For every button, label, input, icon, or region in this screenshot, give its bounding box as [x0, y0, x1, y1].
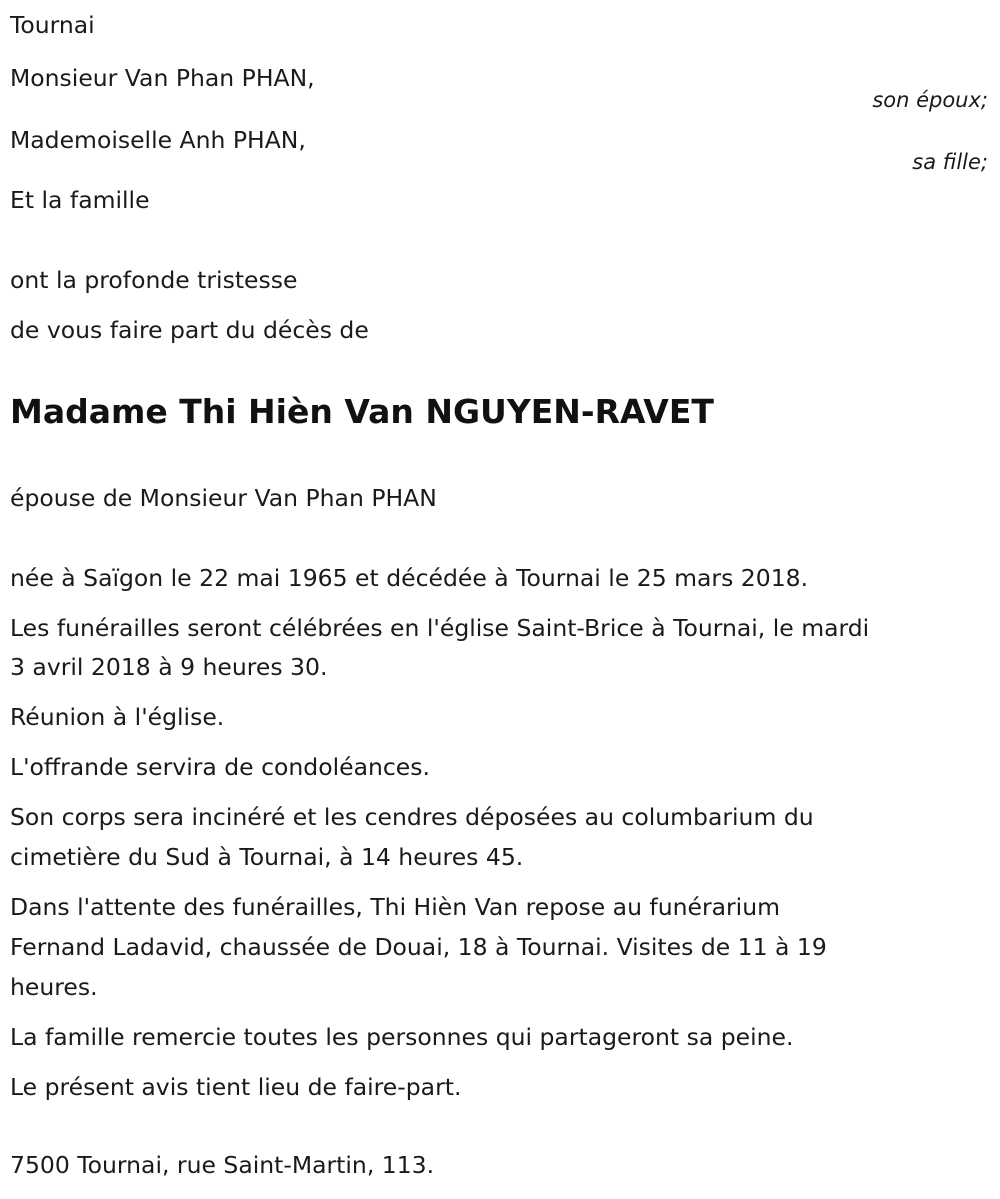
paragraph-line: La famille remercie toutes les personnes qui partageront sa peine.: [10, 1023, 794, 1051]
paragraph-line: Les funérailles seront célébrées en l'église Saint-Brice à Tournai, le mardi: [10, 614, 870, 642]
paragraph-line: L'offrande servira de condoléances.: [10, 753, 430, 781]
address: 7500 Tournai, rue Saint-Martin, 113.: [10, 1151, 435, 1179]
intro-line: ont la profonde tristesse: [10, 266, 298, 294]
paragraph-line: née à Saïgon le 22 mai 1965 et décédée à Tournai le 25 mars 2018.: [10, 564, 809, 592]
intro-line: de vous faire part du décès de: [10, 316, 369, 344]
paragraph-line: Dans l'attente des funérailles, Thi Hièn Van repose au funérarium: [10, 893, 780, 921]
paragraph-line: Réunion à l'église.: [10, 703, 225, 731]
family-member-name: Monsieur Van Phan PHAN,: [10, 64, 315, 92]
paragraph-line: Fernand Ladavid, chaussée de Douai, 18 à Tournai. Visites de 11 à 19: [10, 933, 827, 961]
family-member-relation: son époux;: [872, 88, 988, 112]
deceased-name: Madame Thi Hièn Van NGUYEN-RAVET: [10, 392, 714, 431]
and-family: Et la famille: [10, 186, 150, 214]
paragraph-line: Son corps sera incinéré et les cendres déposées au columbarium du: [10, 803, 814, 831]
paragraph-line: heures.: [10, 973, 98, 1001]
family-member-relation: sa fille;: [912, 150, 988, 174]
paragraph-line: Le présent avis tient lieu de faire-part.: [10, 1073, 462, 1101]
city: Tournai: [10, 11, 95, 39]
paragraph-line: 3 avril 2018 à 9 heures 30.: [10, 653, 328, 681]
paragraph-line: cimetière du Sud à Tournai, à 14 heures 45.: [10, 843, 524, 871]
family-member-name: Mademoiselle Anh PHAN,: [10, 126, 306, 154]
spouse-line: épouse de Monsieur Van Phan PHAN: [10, 484, 437, 512]
